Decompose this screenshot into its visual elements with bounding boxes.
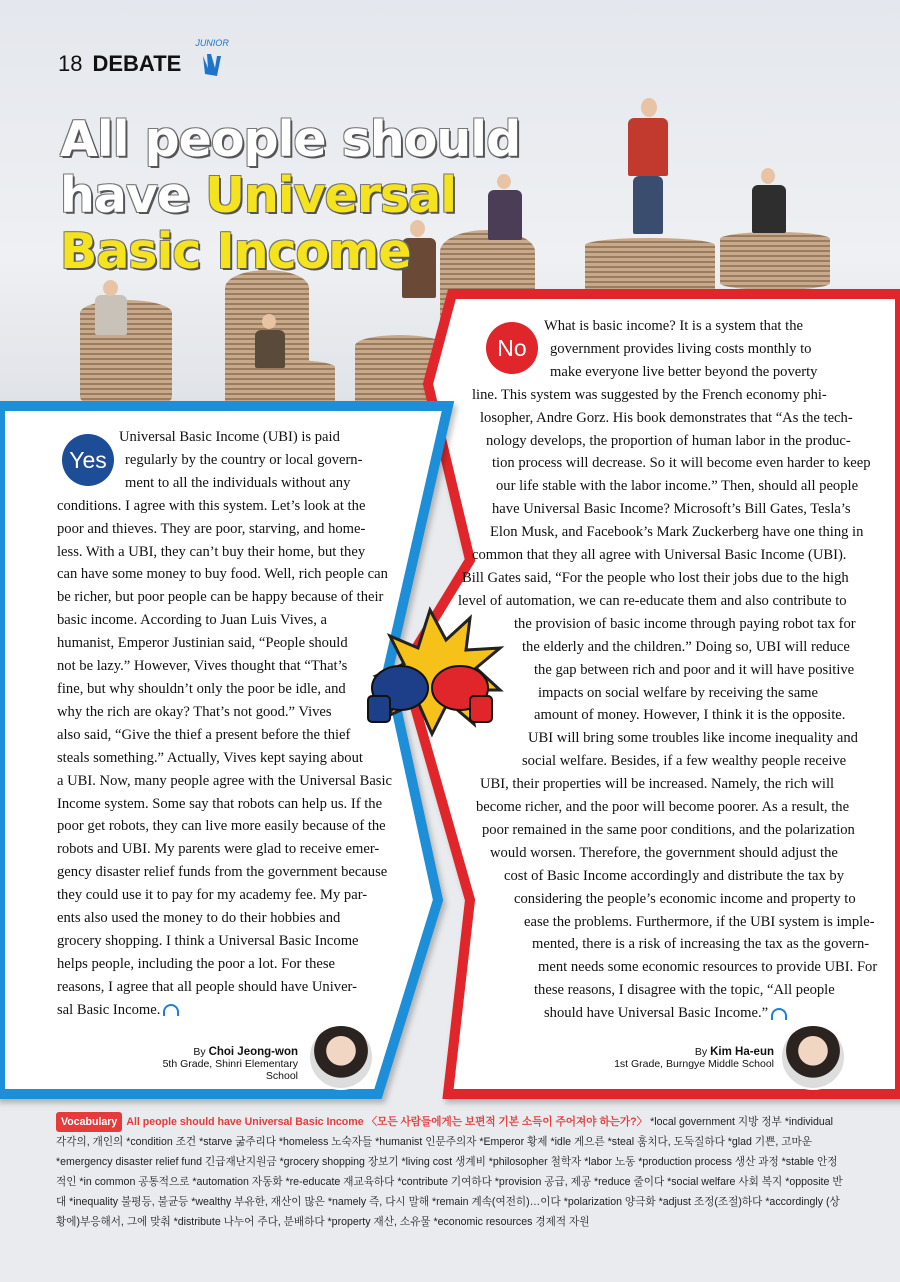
no-badge: No	[486, 322, 538, 374]
yes-author-block	[130, 1046, 298, 1082]
no-line: have Universal Basic Income? Microsoft’s Bill Gates, Tesla’s	[492, 501, 851, 518]
no-line: considering the people’s economic income and property to	[514, 890, 856, 907]
no-line: government provides living costs monthly to	[550, 340, 812, 357]
yes-author-info: 5th Grade, Shinri Elementary School	[162, 1058, 298, 1082]
yes-line: also said, “Give the thief a present before the thief	[57, 726, 351, 743]
junior-logo-text: JUNIOR	[195, 38, 229, 48]
no-author-photo	[780, 1024, 846, 1090]
no-line: UBI will bring some troubles like income inequality and	[528, 730, 858, 747]
page-number: 18	[58, 51, 83, 76]
section-title: DEBATE	[92, 51, 182, 76]
yes-line: conditions. I agree with this system. Let’s look at the	[57, 497, 366, 514]
no-line: ment needs some economic resources to provide UBI. For	[538, 959, 878, 976]
vocabulary-box	[56, 1112, 846, 1232]
yes-argument	[57, 426, 392, 1022]
vocabulary-body: *local government 지방 정부 *individual 각각의, 개인의 *condition 조건 *starve 굶주리다 *homeless 노숙자들 *humanist 인문주의자 *Emperor 황제 *idle 게으른 *steal 훔치다, 도둑질하다 *glad 기쁜, 고마운 *emergency disaster relief fund 긴급재난지원금 *grocery shopping 장보기 *living cost 생계비 *philosopher 철학자 *labor 노동 *production process 생산 과정 *stable 안정적인 *in common 공통적으로 *automation 자동화 *re-educate 재교육하다 *contribute 기여하다 *provision 공급, 제공 *reduce 줄이다 *social welfare 사회 복지 *opposite 반대 *inequality 불평등, 불균등 *wealthy 부유한, 재산이 많은 *namely 즉, 다시 말해 *remain 계속(여전히)…이다 *polarization 양극화 *adjust 조정(조절)하다 *accordingly (상황에)부응해서, 그에 맞춰 *distribute 나누어 주다, 분배하다 *property 재산, 소유물 *economic resources 경제적 자원	[56, 1116, 843, 1228]
yes-author-name: Choi Jeong-won	[208, 1046, 298, 1058]
no-author-block	[600, 1046, 774, 1070]
yes-line: poor and thieves. They are poor, starving, and home-	[57, 520, 366, 537]
no-line: nology develops, the proportion of human labor in the produc-	[486, 432, 851, 449]
no-line: these reasons, I disagree with the topic, “All people	[534, 982, 835, 999]
no-line: impacts on social welfare by receiving the same	[538, 684, 819, 701]
no-author-name: Kim Ha-eun	[710, 1046, 774, 1058]
no-line: ease the problems. Furthermore, if the UBI system is imple-	[524, 913, 875, 930]
no-line: losopher, Andre Gorz. His book demonstrates that “As the tech-	[480, 409, 853, 426]
no-line: tion process will decrease. So it will become even harder to keep	[492, 455, 871, 472]
no-line: make everyone live better beyond the poverty	[550, 363, 818, 380]
yes-line: a UBI. Now, many people agree with the Universal Basic	[57, 772, 393, 789]
yes-line: be richer, but poor people can be happy because of their	[57, 589, 384, 606]
no-line: should have Universal Basic Income.”	[420, 1002, 870, 1025]
title-line-2b: Universal	[205, 167, 457, 224]
yes-line: helps people, including the poor a lot. For these	[57, 955, 336, 972]
yes-line: grocery shopping. I think a Universal Basic Income	[57, 932, 359, 949]
yes-author-prefix: By	[193, 1046, 206, 1058]
no-argument	[420, 315, 878, 1025]
yes-line: fine, but why shouldn’t only the poor be idle, and	[57, 680, 346, 697]
yes-line: they could use it to pay for my academy fee. My par-	[57, 887, 368, 904]
yes-line: less. With a UBI, they can’t buy their home, but they	[57, 543, 366, 560]
yes-line: poor get robots, they can live more easily because of the	[57, 818, 386, 835]
yes-line: Income system. Some say that robots can help us. If the	[57, 795, 383, 812]
no-line: amount of money. However, I think it is the opposite.	[534, 707, 846, 724]
title-line-2a: have	[60, 167, 190, 224]
no-line: common that they all agree with Universal Basic Income (UBI).	[472, 547, 847, 564]
yes-author-photo	[308, 1024, 374, 1090]
no-line: mented, there is a risk of increasing the tax as the govern-	[532, 936, 870, 953]
vocabulary-tag: Vocabulary	[56, 1112, 122, 1132]
yes-badge: Yes	[62, 434, 114, 486]
headphones-icon[interactable]	[163, 1004, 179, 1016]
no-author-prefix: By	[694, 1046, 708, 1058]
no-line: UBI, their properties will be increased. Namely, the rich will	[480, 776, 835, 793]
no-line: Elon Musk, and Facebook’s Mark Zuckerberg have one thing in	[490, 524, 864, 541]
yes-line: regularly by the country or local govern-	[125, 451, 363, 468]
yes-line: ents also used the money to do their hobbies and	[57, 910, 341, 927]
headphones-icon[interactable]	[771, 1008, 787, 1020]
yes-line: sal Basic Income.	[57, 999, 392, 1022]
no-line: level of automation, we can re-educate them and also contribute to	[458, 592, 847, 609]
no-line: What is basic income? It is a system that the	[544, 318, 803, 334]
no-line: become richer, and the poor will become poorer. As a result, the	[476, 799, 850, 816]
yes-line: why the rich are okay? That’s not good.” Vives	[57, 703, 332, 720]
no-line: the elderly and the children.” Doing so, UBI will reduce	[522, 638, 850, 655]
no-line: line. This system was suggested by the French economy phi-	[472, 386, 827, 403]
yes-line: humanist, Emperor Justinian said, “People should	[57, 635, 348, 652]
title-line-1: All people should	[60, 111, 521, 168]
no-line: the gap between rich and poor and it will have positive	[534, 661, 855, 678]
no-line: would worsen. Therefore, the government should adjust the	[490, 844, 838, 861]
yes-line: can have some money to buy food. Well, rich people can	[57, 566, 388, 583]
no-line: the provision of basic income through paying robot tax for	[514, 615, 856, 632]
title-line-3: Basic Income	[60, 223, 411, 280]
no-line: social welfare. Besides, if a few wealthy people receive	[522, 753, 847, 770]
no-line: our life stable with the labor income.” Then, should all people	[496, 478, 859, 495]
yes-line: basic income. According to Juan Luis Vives, a	[57, 612, 327, 629]
yes-line: reasons, I agree that all people should have Univer-	[57, 978, 357, 995]
no-line: Bill Gates said, “For the people who lost their jobs due to the high	[462, 569, 849, 586]
yes-line: robots and UBI. My parents were glad to receive emer-	[57, 841, 380, 858]
yes-line: steals something.” Actually, Vives kept saying about	[57, 749, 363, 766]
yes-line: Universal Basic Income (UBI) is paid	[119, 429, 340, 445]
yes-line: gency disaster relief funds from the government because	[57, 864, 388, 881]
yes-line: ment to all the individuals without any	[125, 474, 351, 491]
no-line: cost of Basic Income accordingly and distribute the tax by	[504, 867, 845, 884]
vocabulary-headline: All people should have Universal Basic Income 〈모든 사람들에게는 보편적 기본 소득이 주어져야 하는가?〉	[126, 1116, 648, 1128]
no-author-info: 1st Grade, Burngye Middle School	[614, 1058, 774, 1070]
no-line: poor remained in the same poor conditions, and the polarization	[482, 821, 855, 838]
yes-line: not be lazy.” However, Vives thought that “That’s	[57, 658, 348, 675]
